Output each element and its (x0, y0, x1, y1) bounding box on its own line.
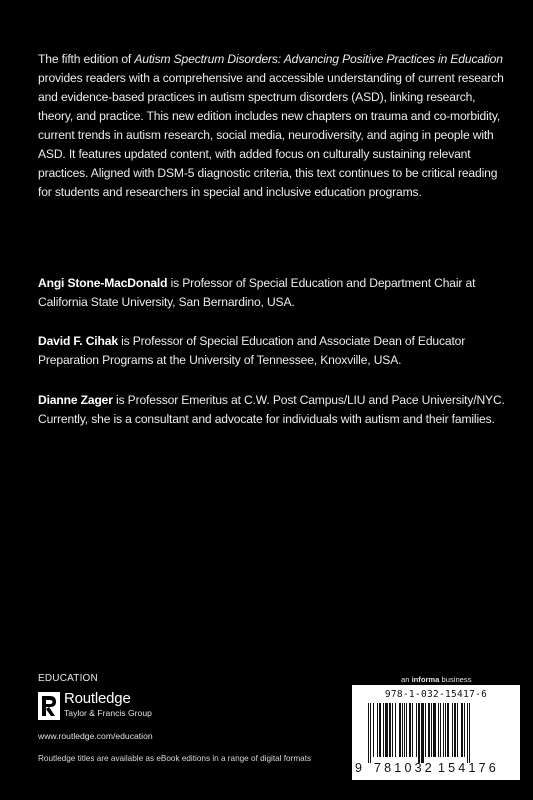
barcode-bar (385, 703, 388, 757)
informa-suffix: business (439, 675, 472, 684)
barcode-bar (454, 703, 456, 757)
barcode-bar (416, 703, 417, 757)
barcode-bar (368, 703, 369, 763)
barcode-bar (395, 703, 396, 757)
barcode-bar (433, 703, 436, 757)
publisher-website: www.routledge.com/education (38, 731, 153, 741)
barcode-bar (418, 703, 420, 763)
author-name: Angi Stone-MacDonald (38, 276, 168, 290)
bio-paragraph (38, 332, 508, 370)
bio-text: is Professor of Special Education and Department Chair at California State University, San Bernardino, USA. (38, 276, 476, 309)
barcode-bar (399, 703, 401, 757)
book-description (38, 50, 508, 202)
barcode-bar (461, 703, 463, 757)
barcode-bar (379, 703, 381, 757)
barcode-bar (383, 703, 384, 757)
barcode-bar (409, 703, 411, 757)
ebook-note: Routledge titles are available as eBook editions in a range of digital formats (38, 754, 312, 763)
author-name: Dianne Zager (38, 393, 113, 407)
barcode-bar (421, 703, 424, 763)
barcode-bar (425, 703, 426, 757)
description-paragraph (38, 50, 508, 202)
barcode-bar (431, 703, 432, 757)
barcode-bar (412, 703, 413, 757)
barcode-bar (404, 703, 405, 757)
publisher-logo-block (38, 690, 238, 730)
informa-brand: informa (411, 675, 440, 684)
informa-prefix: an (401, 675, 412, 684)
barcode-bar (452, 703, 453, 757)
isbn-number: 978-1-032-15417-6 (384, 689, 488, 700)
barcode-bar (443, 703, 444, 757)
barcode-bar (457, 703, 458, 757)
author-bio (38, 391, 508, 429)
publisher-name: Routledge (64, 690, 131, 707)
informa-business-label (401, 675, 472, 684)
bio-text: is Professor Emeritus at C.W. Post Campus/LIU and Pace University/NYC. Currently, she is a consultant and advocate for individuals with autism and their families. (38, 393, 505, 426)
routledge-logo-icon (38, 692, 60, 720)
isbn-barcode (352, 685, 520, 780)
barcode-bar (440, 703, 441, 757)
bio-text: is Professor of Special Education and Associate Dean of Educator Preparation Programs at the University of Tennessee, Knoxville, USA. (38, 334, 466, 367)
subject-category: EDUCATION (38, 673, 98, 684)
barcode-bar (447, 703, 449, 757)
barcode-bar (438, 703, 439, 757)
barcode-digit-group-right: 154176 (438, 761, 499, 775)
bio-paragraph (38, 274, 508, 312)
author-bio (38, 332, 508, 370)
barcode-digit-first: 9 (355, 761, 362, 775)
description-lead: The fifth edition of (38, 52, 135, 66)
barcode-bar (377, 703, 378, 757)
barcode-bar (389, 703, 391, 757)
barcode-digit-group-left: 781032 (374, 761, 435, 775)
barcode-bar (406, 703, 407, 757)
barcode-bar (445, 703, 446, 757)
barcode-bar (464, 703, 465, 757)
barcode-bar (402, 703, 403, 757)
barcode-bar (370, 703, 371, 763)
barcode-bar (428, 703, 430, 757)
barcode-bar (467, 703, 468, 763)
author-name: David F. Cihak (38, 334, 118, 348)
barcode-bar (469, 703, 470, 763)
description-body: provides readers with a comprehensive and accessible understanding of current research and evidence-based practices in autism spectrum disorders (ASD), linking research, theory, and practice. This new edition includes new chapters on trauma and co-morbidity, current trends in autism research, social media, neurodiversity, and aging in people with ASD. It features updated content, with added focus on culturally sustaining relevant practices. Aligned with DSM-5 diagnostic criteria, this text continues to be critical reading for students and researchers in special and inclusive education programs. (38, 71, 504, 199)
book-title: Autism Spectrum Disorders: Advancing Positive Practices in Education (134, 52, 503, 66)
barcode-bar (373, 703, 374, 757)
barcode-bars (366, 703, 506, 763)
author-bio (38, 274, 508, 312)
bio-paragraph (38, 391, 508, 429)
barcode-bar (392, 703, 393, 757)
publisher-group: Taylor & Francis Group (64, 708, 152, 718)
